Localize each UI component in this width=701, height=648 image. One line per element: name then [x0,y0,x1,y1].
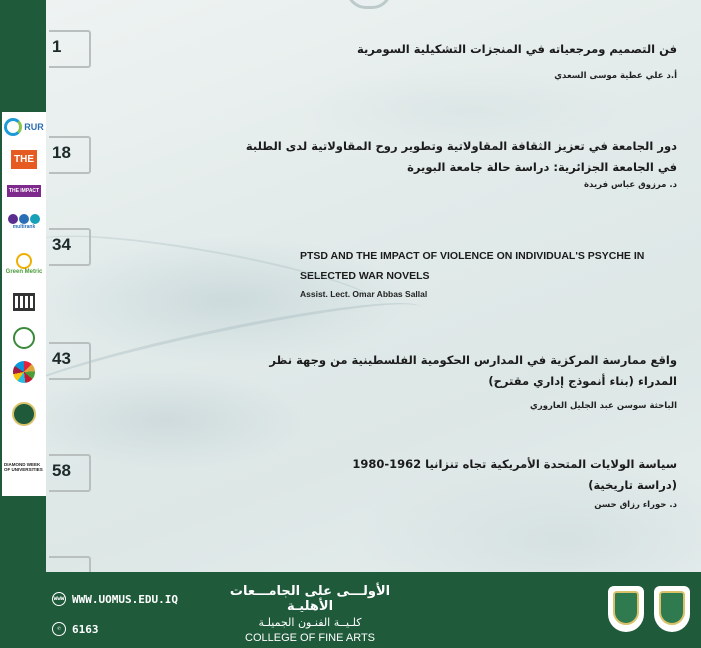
college-shield-logo [608,586,644,632]
article-title: فن التصميم ومرجعياته في المنجزات التشكيلية السومرية [356,42,677,56]
page-number-box-partial [49,556,91,572]
article-title: واقع ممارسة المركزية في المدارس الحكومية الفلسطينية من وجهة نظر المدراء (بناء أنموذج إداري مقترح) [269,353,677,388]
page-number: 18 [52,143,71,162]
decorative-curve [346,0,392,9]
the-impact-logo: THE IMPACT [4,180,44,202]
table-of-contents-page [46,0,701,572]
phone-number: 6163 [72,622,99,636]
rur-logo: RUR [4,116,44,138]
article-title: سياسة الولايات المتحدة الأمريكية تجاه تنزانيا 1962-1980 (دراسة تاريخية) [352,457,677,492]
the-logo: THE [4,146,44,172]
sdg-wheel-icon [4,358,44,386]
article-author: Assist. Lect. Omar Abbas Sallal [300,289,428,299]
globe-icon: www [52,592,66,606]
article-author: أ.د علي عطية موسى السعدي [554,71,677,81]
footer [0,572,701,648]
diamond-week-logo: DIAMOND WEEK OF UNIVERSITIES [4,462,43,472]
arab-council-emblem-icon [4,394,44,434]
article-title: PTSD AND THE IMPACT OF VIOLENCE ON INDIVIDUAL'S PSYCHE IN SELECTED WAR NOVELS [300,250,645,282]
phone-contact[interactable] [52,622,99,636]
page-number-box [49,228,91,266]
multirank-logo: multirank [4,208,44,236]
laurel-emblem-icon [4,324,44,352]
accreditation-logos [2,112,46,496]
article-author: د. حوراء رزاق حسن [594,500,677,510]
page-number-box [49,136,91,174]
college-name-block [220,584,400,644]
article-author: د. مرزوق عباس فريدة [584,180,677,190]
article-author: الباحثة سوسن عبد الجليل العاروري [530,401,677,411]
page-number-box [49,342,91,380]
article-title: دور الجامعة في تعزيز الثقافة المقاولاتية وتطوير روح المقاولاتية لدى الطلبة في الجامعة الجزائرية: دراسة حالة جامعة البويرة [245,139,677,174]
university-shield-logo [654,586,690,632]
website-text: WWW.UOMUS.EDU.IQ [72,592,178,606]
page-number-box [49,30,91,68]
page-number: 34 [52,235,71,254]
green-metric-logo: Green Metric [4,246,44,282]
left-sidebar [0,0,46,600]
page-number: 43 [52,349,71,368]
page-number-box [49,454,91,492]
institution-building-icon [4,290,44,314]
phone-icon: ✆ [52,622,66,636]
college-name-arabic: كلـيــة الفنـون الجميلـة [258,616,362,629]
page-number: 1 [52,37,62,56]
college-name-english: COLLEGE OF FINE ARTS [245,632,375,644]
website-link[interactable] [52,592,178,606]
page-number: 58 [52,461,71,480]
university-tagline: الأولـــى على الجامـــعات الأهليـة [229,584,391,614]
